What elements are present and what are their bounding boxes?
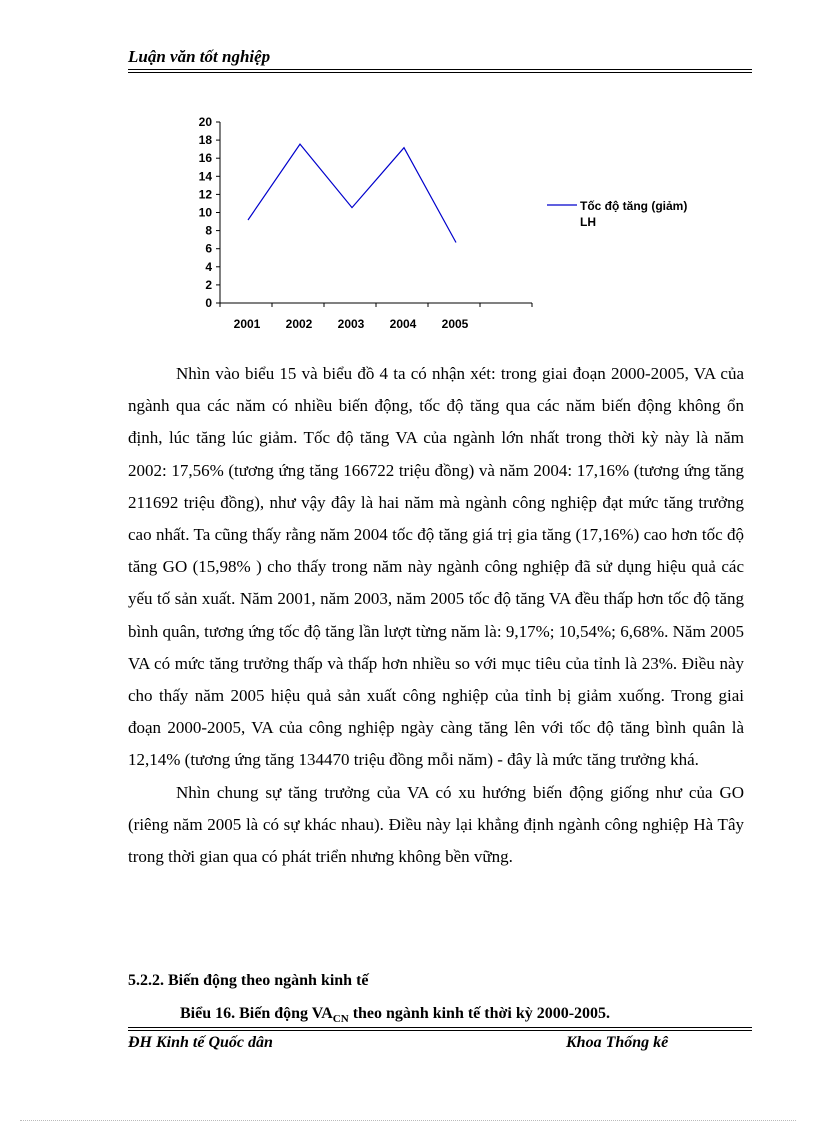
y-tick-label: 16 xyxy=(198,151,212,166)
y-tick-label: 4 xyxy=(205,259,212,274)
y-tick-label: 2 xyxy=(205,277,212,292)
x-tick-label: 2001 xyxy=(233,317,261,331)
page-edge xyxy=(20,1120,796,1121)
y-tick-label: 18 xyxy=(198,133,212,148)
y-tick-label: 10 xyxy=(198,205,212,220)
x-tick-label: 2005 xyxy=(441,317,469,331)
y-tick-label: 20 xyxy=(198,115,212,129)
footer-faculty: Khoa Thống kê xyxy=(566,1034,669,1051)
body-text xyxy=(128,358,744,873)
series-line xyxy=(248,144,456,242)
table-caption xyxy=(180,1005,610,1025)
section-heading: 5.2.2. Biến động theo ngành kinh tế xyxy=(128,972,369,989)
y-tick-label: 0 xyxy=(205,296,212,310)
line-chart xyxy=(180,108,740,338)
x-tick-label: 2004 xyxy=(389,317,417,331)
legend-label: LH xyxy=(580,215,596,229)
chart-legend xyxy=(547,199,687,229)
footer-rule-double xyxy=(128,1030,752,1031)
caption-suffix: theo ngành kinh tế thời kỳ 2000-2005. xyxy=(348,1005,611,1022)
y-tick-label: 6 xyxy=(205,241,212,256)
paragraph: Nhìn chung sự tăng trưởng của VA có xu hướng biến động giống như của GO (riêng năm 2005 là có sự khác nhau). Điều này lại khẳng định ngành công nghiệp Hà Tây trong thời gian qua có phát triển nhưng không bền vững. xyxy=(128,782,744,867)
header-rule xyxy=(128,69,752,70)
footer-rule xyxy=(128,1027,752,1028)
series-lines xyxy=(248,144,456,242)
y-tick-label: 14 xyxy=(198,169,212,184)
header-rule-double xyxy=(128,72,752,73)
footer-university: ĐH Kinh tế Quốc dân xyxy=(128,1034,273,1051)
y-tick-label: 12 xyxy=(198,187,212,202)
running-header-title: Luận văn tốt nghiệp xyxy=(128,47,271,66)
y-tick-label: 8 xyxy=(205,223,212,238)
x-tick-label: 2002 xyxy=(285,317,313,331)
paragraph: Nhìn vào biểu 15 và biểu đồ 4 ta có nhận xét: trong giai đoạn 2000-2005, VA của ngành qua các năm có nhiều biến động, tốc độ tăng qua các năm biến động không ổn định, lúc tăng lúc giảm. Tốc độ tăng VA của ngành lớn nhất trong thời kỳ này là năm 2002: 17,56% (tương ứng tăng 166722 triệu đồng) và năm 2004: 17,16% (tương ứng tăng 211692 triệu đồng), như vậy đây là hai năm mà ngành công nghiệp đạt mức tăng trưởng cao nhất. Ta cũng thấy rằng năm 2004 tốc độ tăng giá trị gia tăng (17,16%) cao hơn tốc độ tăng GO (15,98% ) cho thấy trong năm này ngành công nghiệp đã sử dụng hiệu quả các yếu tố sản xuất. Năm 2001, năm 2003, năm 2005 tốc độ tăng VA đều thấp hơn tốc độ tăng bình quân, tương ứng tốc độ tăng lần lượt từng năm là: 9,17%; 10,54%; 6,68%. Năm 2005 VA có mức tăng trưởng thấp và thấp hơn nhiều so với mục tiêu của tỉnh là 23%. Điều này cho thấy năm 2005 hiệu quả sản xuất công nghiệp của tỉnh bị giảm xuống. Trong giai đoạn 2000-2005, VA của công nghiệp ngày càng tăng lên với tốc độ tăng bình quân là 12,14% (tương ứng tăng 134470 triệu đồng mỗi năm) - đây là mức tăng trưởng khá. xyxy=(128,364,744,770)
caption-prefix: Biểu 16. Biến động VA xyxy=(180,1005,333,1022)
x-axis xyxy=(220,303,532,331)
x-tick-label: 2003 xyxy=(337,317,365,331)
legend-label: Tốc độ tăng (giảm) xyxy=(580,199,688,213)
y-axis xyxy=(199,115,220,310)
caption-subscript: CN xyxy=(332,1013,349,1026)
